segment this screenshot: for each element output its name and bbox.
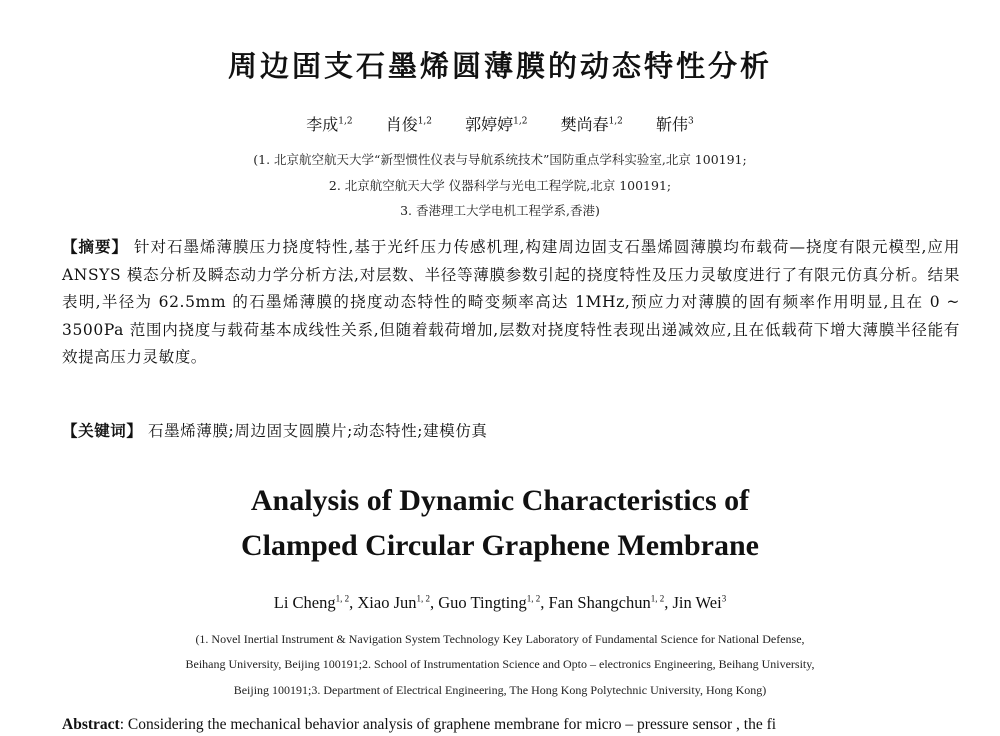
english-abstract-text: : Considering the mechanical behavior analysis of graphene membrane for micro – pressure sensor , the fi: [119, 716, 777, 733]
abstract-text: 针对石墨烯薄膜压力挠度特性,基于光纤压力传感机理,构建周边固支石墨烯圆薄膜均布载荷—挠度有限元模型,应用 ANSYS 模态分析及瞬态动力学分析方法,对层数、半径等薄膜参数引起的挠度特性及压力灵敏度进行了有限元仿真分析。结果表明,半径为 62.5mm 的石墨烯薄膜的挠度动态特性的畸变频率高达 1MHz,预应力对薄膜的固有频率作用明显,且在 0 ~ 3500Pa 范围内挠度与载荷基本成线性关系,但随着载荷增加,层数对挠度特性表现出递减效应,且在低载荷下增大薄膜半径能有效提高压力灵敏度。: [62, 238, 960, 366]
english-author: Xiao Jun$^{1, 2}$,: [357, 593, 439, 612]
keywords-label: 【关键词】: [62, 422, 143, 440]
chinese-affiliation-2: 2. 北京航空航天大学 仪器科学与光电工程学院,北京 100191;: [328, 178, 672, 193]
english-title: [0, 478, 1000, 568]
english-abstract: [62, 714, 960, 736]
english-affiliation-3: Beijing 100191;3. Department of Electrical Engineering, The Hong Kong Polytechnic University, Hong Kong): [233, 683, 767, 697]
chinese-author: 李成$^{1,2}$: [306, 115, 353, 134]
abstract-label: 【摘要】: [62, 238, 129, 256]
english-author: Guo Tingting$^{1, 2}$,: [438, 593, 549, 612]
chinese-author: 樊尚春$^{1,2}$: [560, 115, 623, 134]
chinese-author: 肖俊$^{1,2}$: [385, 115, 433, 134]
english-abstract-label: Abstract: [62, 716, 120, 733]
chinese-author-list: [0, 112, 1000, 135]
english-affiliation-2: Beihang University, Beijing 100191;2. School of Instrumentation Science and Opto – electronics Engineering, Beihang University,: [185, 657, 815, 671]
keywords-text: 石墨烯薄膜;周边固支圆膜片;动态特性;建模仿真: [148, 422, 488, 440]
chinese-affiliation-3: 3. 香港理工大学电机工程学系,香港): [400, 203, 600, 218]
english-author: Jin Wei$^3$: [672, 593, 727, 612]
english-author: Li Cheng$^{1, 2}$,: [273, 593, 358, 612]
chinese-affiliation-1: (1. 北京航空航天大学“新型惯性仪表与导航系统技术”国防重点学科实验室,北京 100191;: [253, 152, 747, 167]
english-title-line-2: Clamped Circular Graphene Membrane: [240, 529, 759, 562]
chinese-author: 郭婷婷$^{1,2}$: [465, 115, 528, 134]
chinese-abstract: [62, 234, 960, 372]
english-author: Fan Shangchun$^{1, 2}$,: [548, 593, 673, 612]
chinese-author: 靳伟$^3$: [656, 115, 694, 134]
english-affiliation-1: (1. Novel Inertial Instrument & Navigation System Technology Key Laboratory of Fundamental Science for National Defense,: [195, 632, 805, 646]
english-author-list: [0, 593, 1000, 613]
chinese-keywords: [62, 419, 960, 443]
english-title-line-1: Analysis of Dynamic Characteristics of: [250, 484, 750, 517]
chinese-title: 周边固支石墨烯圆薄膜的动态特性分析: [227, 49, 772, 83]
